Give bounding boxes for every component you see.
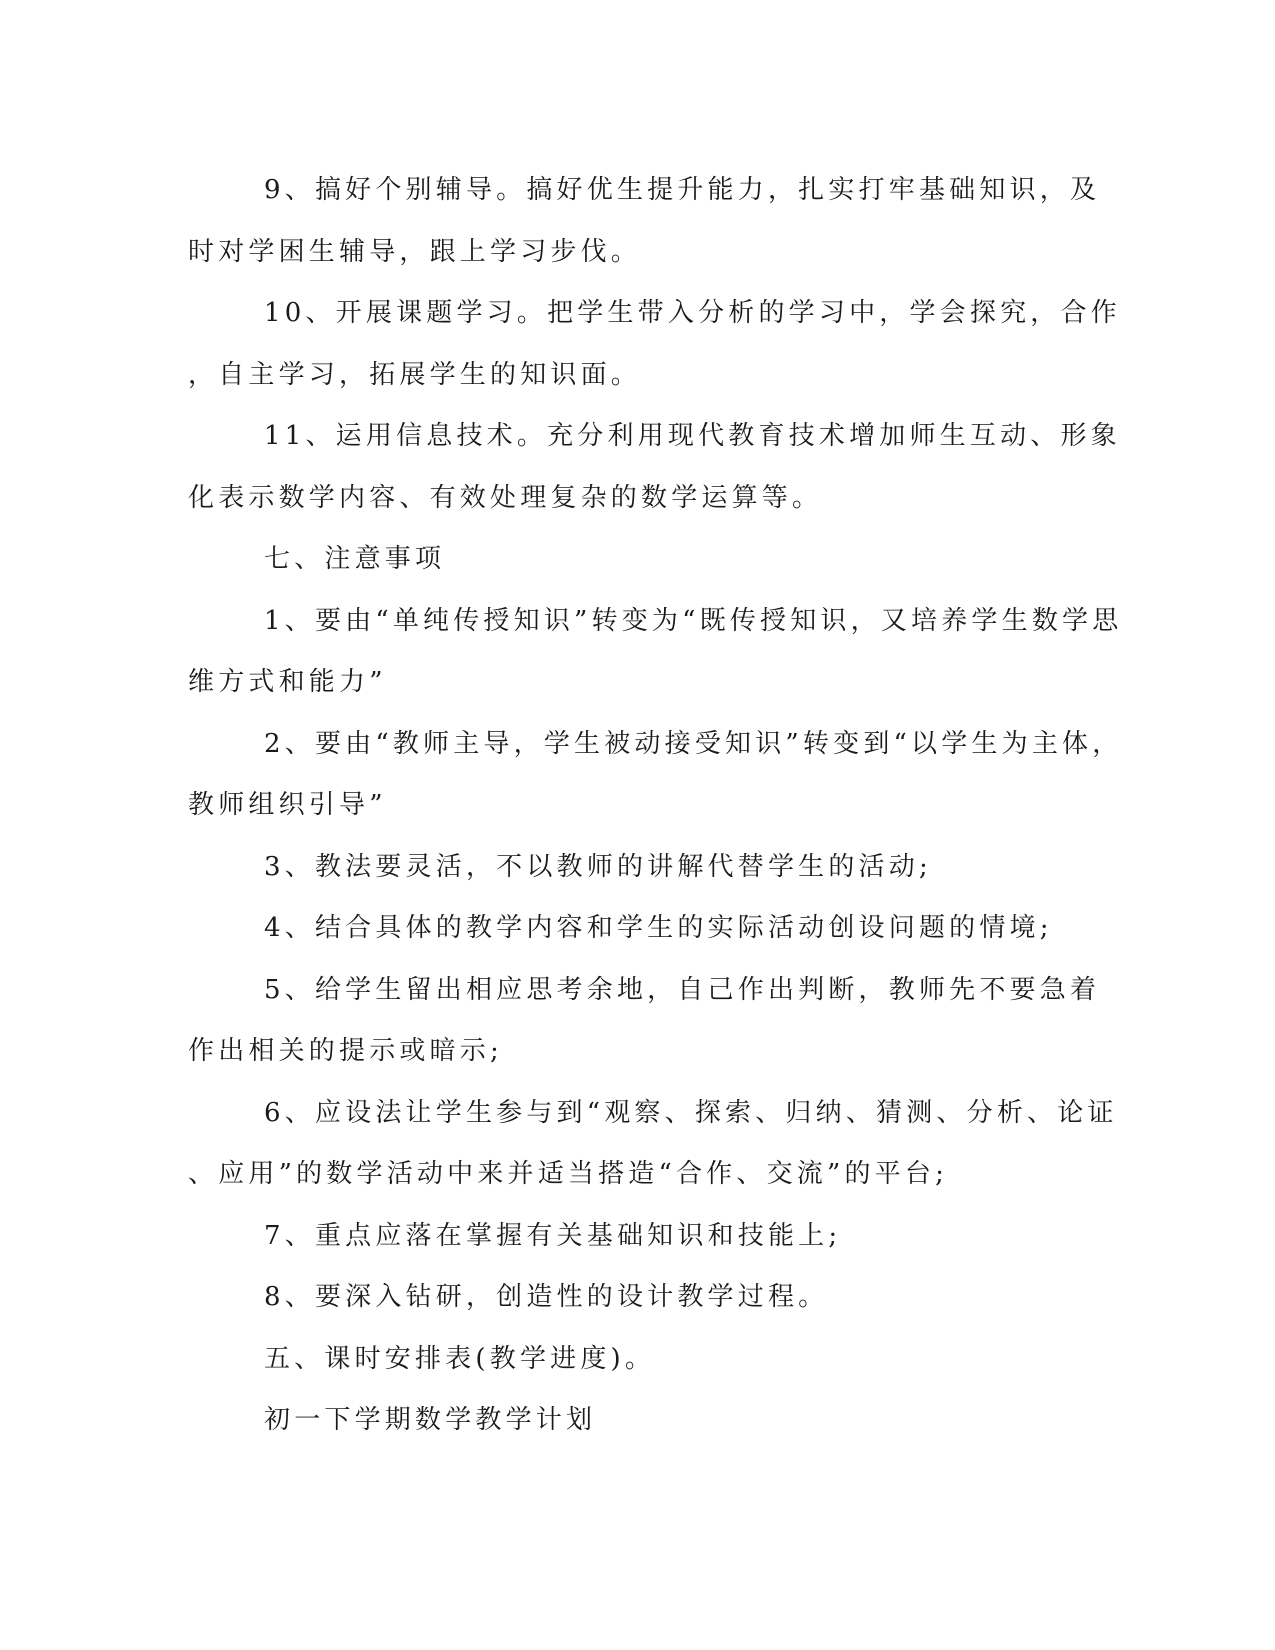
paragraph-item-9 (188, 160, 1101, 283)
paragraph-line: 时对学困生辅导，跟上学习步伐。 (188, 236, 642, 267)
paragraph-line: 作出相关的提示或暗示; (188, 1036, 503, 1066)
section-heading-text: 五、课时安排表(教学进度)。 (264, 1343, 656, 1374)
document-title-next (188, 1390, 1068, 1452)
note-item-2 (188, 714, 1123, 837)
paragraph-line: 1、要由“单纯传授知识”转变为“既传授知识，又培养学生数学思 (264, 605, 1123, 636)
paragraph-item-10 (188, 283, 1121, 406)
paragraph-line: 2、要由“教师主导，学生被动接受知识”转变到“以学生为主体， (264, 728, 1123, 759)
section-heading-text: 七、注意事项 (264, 544, 446, 574)
paragraph-line: 3、教法要灵活，不以教师的讲解代替学生的活动; (264, 851, 932, 882)
paragraph-line: 7、重点应落在掌握有关基础知识和技能上; (264, 1220, 842, 1251)
paragraph-line: 11、运用信息技术。充分利用现代教育技术增加师生互动、形象 (264, 421, 1121, 451)
note-item-5 (188, 960, 1101, 1083)
paragraph-line: 5、给学生留出相应思考余地，自己作出判断，教师先不要急着 (264, 974, 1101, 1005)
note-item-8 (188, 1267, 1068, 1329)
paragraph-item-11 (188, 406, 1121, 529)
note-item-7 (188, 1206, 1068, 1268)
note-item-6 (188, 1083, 1118, 1206)
note-item-3 (188, 837, 1068, 899)
paragraph-line: 维方式和能力” (188, 667, 387, 697)
paragraph-line: 4、结合具体的教学内容和学生的实际活动创设问题的情境; (264, 913, 1053, 943)
note-item-1 (188, 591, 1123, 714)
note-item-4 (188, 898, 1068, 960)
paragraph-line: 教师组织引导” (188, 790, 387, 820)
section-heading-schedule (188, 1329, 1068, 1391)
document-title-text: 初一下学期数学教学计划 (264, 1405, 597, 1435)
paragraph-line: 8、要深入钻研，创造性的设计教学过程。 (264, 1282, 829, 1312)
paragraph-line: 10、开展课题学习。把学生带入分析的学习中，学会探究，合作 (264, 298, 1121, 328)
paragraph-line: 9、搞好个别辅导。搞好优生提升能力，扎实打牢基础知识，及 (264, 175, 1101, 205)
paragraph-line: ，自主学习，拓展学生的知识面。 (188, 359, 642, 390)
paragraph-line: 、应用”的数学活动中来并适当搭造“合作、交流”的平台; (188, 1159, 949, 1189)
paragraph-line: 6、应设法让学生参与到“观察、探索、归纳、猜测、分析、论证 (264, 1097, 1118, 1128)
section-heading-notes (188, 529, 1068, 591)
document-body (188, 160, 1123, 1452)
paragraph-line: 化表示数学内容、有效处理复杂的数学运算等。 (188, 482, 823, 513)
